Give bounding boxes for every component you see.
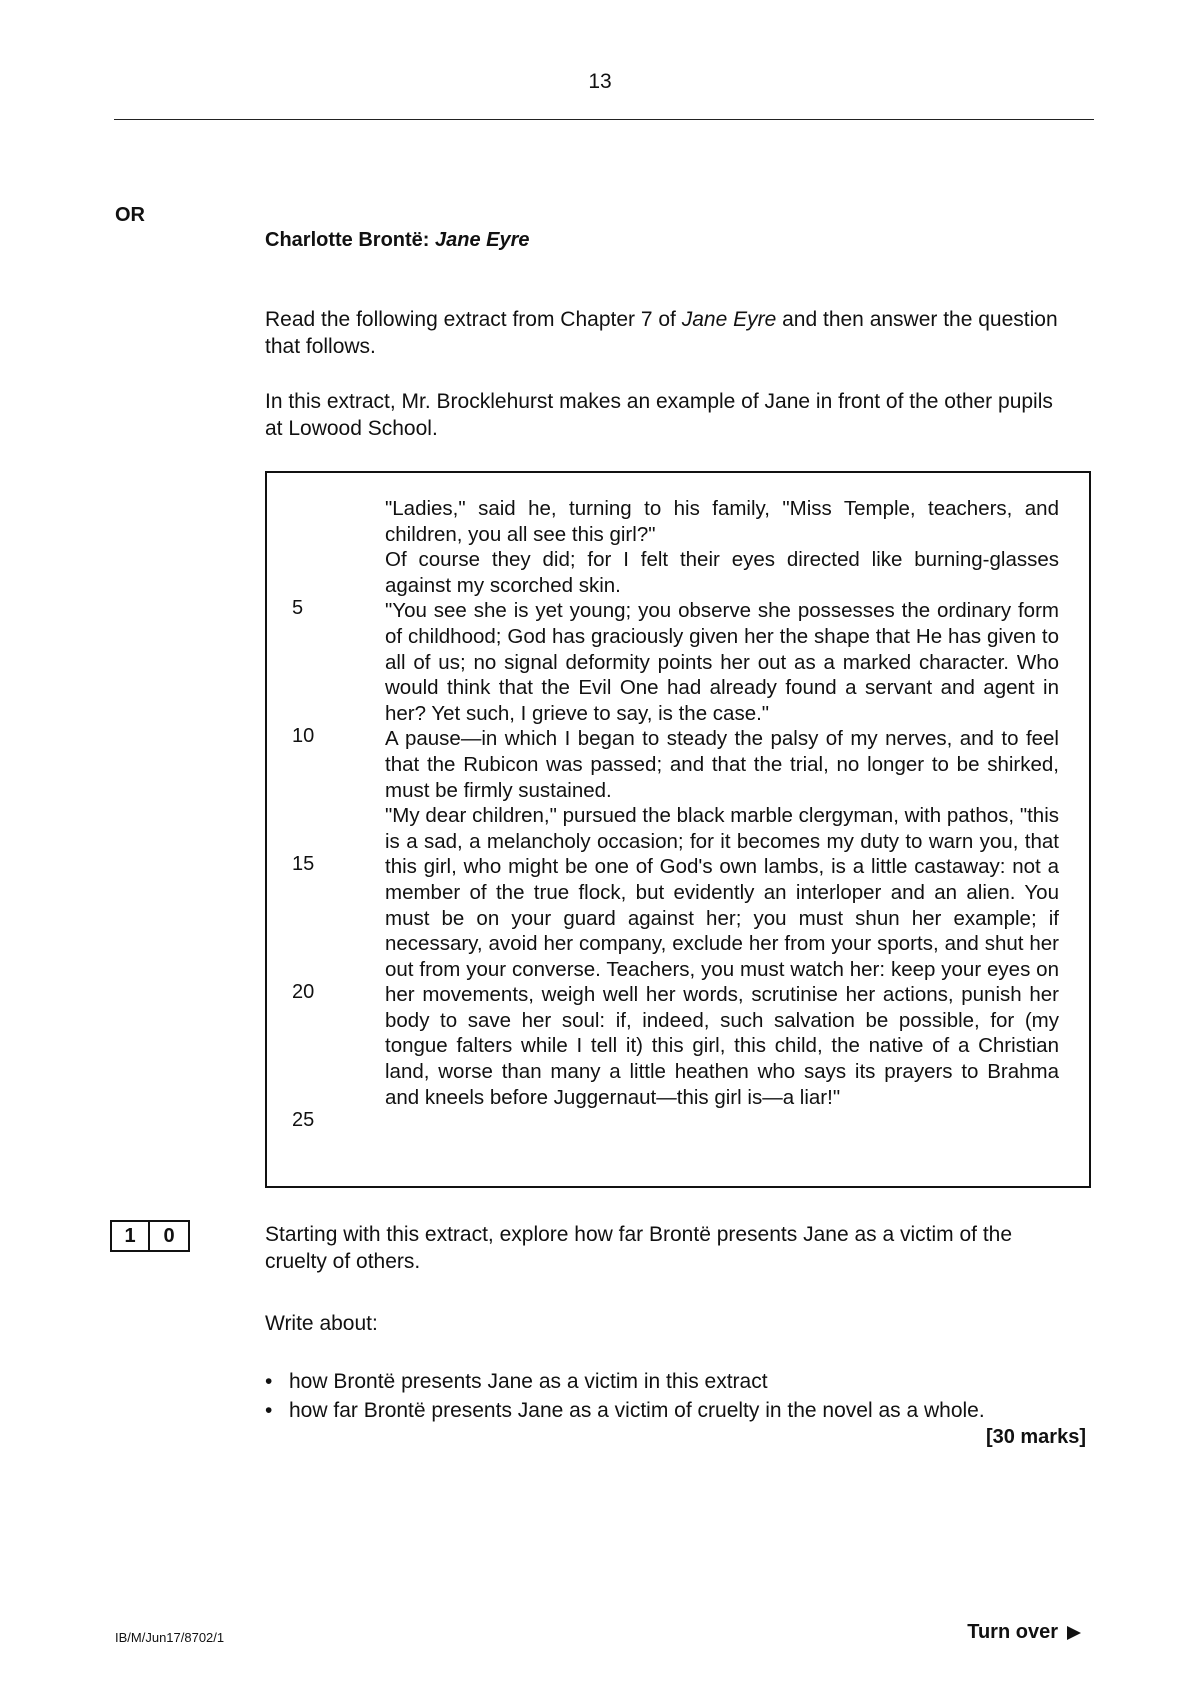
question-number [110,1220,190,1252]
intro-instruction-pre: Read the following extract from Chapter 7 of [265,308,682,331]
extract-paragraph: "My dear children," pursued the black marble clergyman, with pathos, "this is a sad, a melancholy occasion; for it becomes my duty to warn you, that this girl, who might be one of God's own lambs, is a little castaway: not a member of the true flock, but evidently an interloper and an alien. You must be on your guard against her; you must shun her example; if necessary, avoid her company, exclude her from your sports, and shut her out from your converse. Teachers, you must watch her: keep your eyes on her movements, weigh well her words, scrutinise her actions, punish her body to save her soul: if, indeed, such salvation be possible, for (my tongue falters while I tell it) this girl, this child, the native of a Christian land, worse than many a little heathen who says its prayers to Brahma and kneels before Juggernaut—this girl is—a liar!" [385,804,1059,1109]
question-number-digit: 1 [110,1220,150,1252]
right-triangle-icon [1066,1625,1082,1641]
line-number: 10 [292,725,315,747]
heading-author: Charlotte Brontë: [265,229,430,251]
intro-instruction [265,306,1065,360]
marks-label: [30 marks] [985,1426,1086,1448]
intro-instruction-title: Jane Eyre [681,308,777,331]
extract-paragraph: "You see she is yet young; you observe she possesses the ordinary form of childhood; God has graciously given her the shape that He has given to all of us; no signal deformity points her out as a marked character. Who would think that the Evil One had already found a servant and agent in her? Yet such, I grieve to say, is the case." [385,599,1059,725]
line-number: 15 [292,853,315,875]
text-heading [265,229,530,252]
or-label: OR [115,204,145,226]
heading-title: Jane Eyre [435,229,530,251]
intro-instruction-post: and then answer the question that follows. [265,308,1058,358]
turn-over [967,1621,1082,1644]
footer-reference: IB/M/Jun17/8702/1 [115,1630,225,1645]
line-number: 5 [292,597,304,619]
question-text: Starting with this extract, explore how far Brontë presents Jane as a victim of the cruelty of others. [265,1223,1013,1273]
bullet-item: • how Brontë presents Jane as a victim in this extract [265,1367,1085,1396]
extract-paragraph: A pause—in which I began to steady the palsy of my nerves, and to feel that the Rubicon was passed; and that the trial, no longer to be shirked, must be firmly sustained. [385,727,1059,802]
turn-over-label: Turn over [967,1621,1058,1643]
line-number: 25 [292,1109,315,1131]
extract-paragraph: "Ladies," said he, turning to his family, "Miss Temple, teachers, and children, you all see this girl?" [385,497,1059,546]
header-rule [114,119,1094,120]
write-about-label: Write about: [265,1312,378,1335]
line-number: 20 [292,981,315,1003]
page-number: 13 [588,70,612,93]
intro-context: In this extract, Mr. Brocklehurst makes an example of Jane in front of the other pupils at Lowood School. [265,390,1053,440]
bullet-item: • how far Brontë presents Jane as a victim of cruelty in the novel as a whole. [265,1396,1085,1425]
question-number-digit: 0 [150,1220,190,1252]
bullet-list [265,1367,1085,1425]
extract-paragraph: Of course they did; for I felt their eyes directed like burning-glasses against my scorched skin. [385,548,1059,597]
extract-text [385,496,1059,1110]
